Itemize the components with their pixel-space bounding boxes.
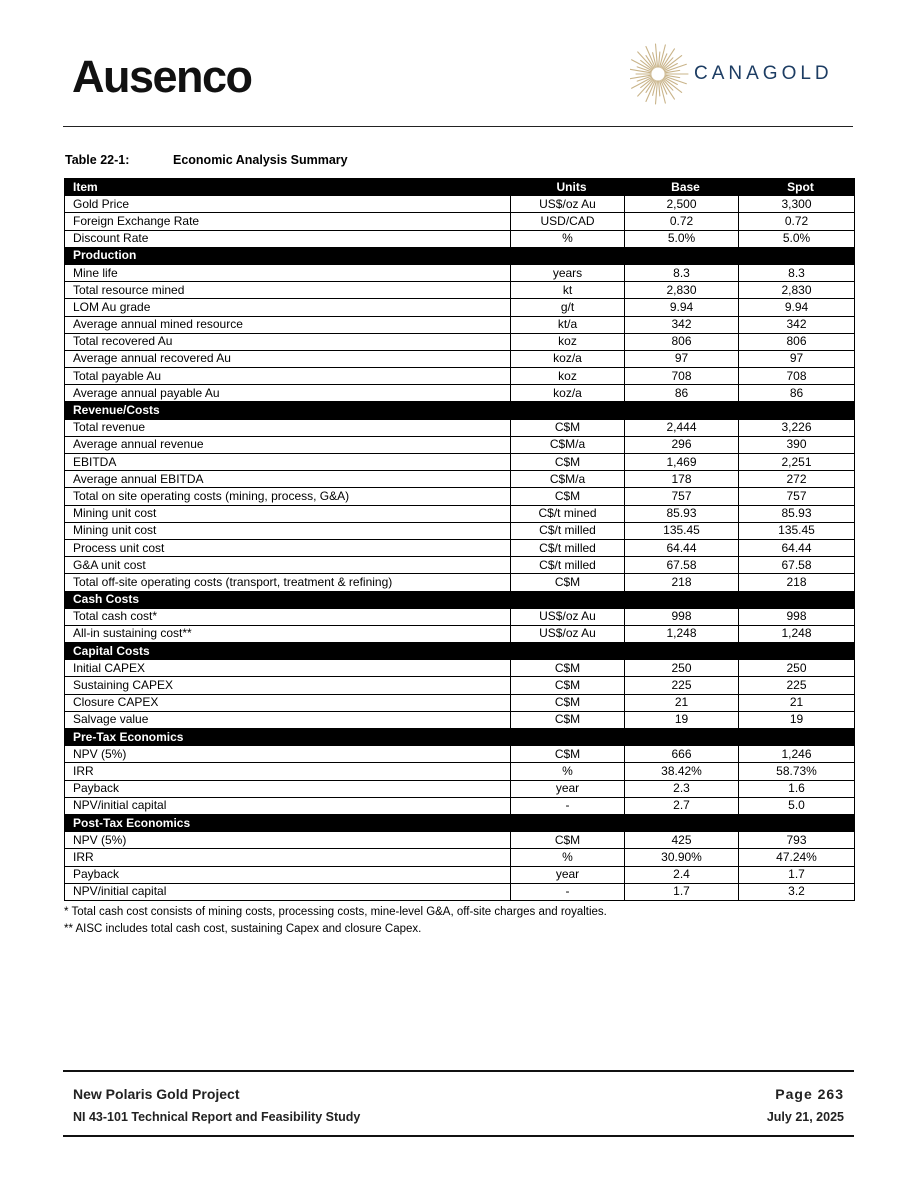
table-row [65,299,855,316]
row-base-cell: 0.72 [625,213,739,230]
table-row [65,557,855,574]
row-units-cell: C$M/a [511,471,625,488]
row-item-cell: Mining unit cost [65,522,511,539]
table-row [65,264,855,281]
row-base-cell: 2.7 [625,797,739,814]
row-spot-cell: 806 [739,333,855,350]
row-spot-cell: 85.93 [739,505,855,522]
section-label: Revenue/Costs [65,402,855,419]
row-item-cell: EBITDA [65,454,511,471]
row-base-cell: 38.42% [625,763,739,780]
row-spot-cell: 225 [739,677,855,694]
row-base-cell: 21 [625,694,739,711]
row-units-cell: % [511,763,625,780]
table-row [65,196,855,213]
row-item-cell: Total recovered Au [65,333,511,350]
row-item-cell: Average annual payable Au [65,385,511,402]
row-units-cell: US$/oz Au [511,625,625,642]
row-item-cell: Total on site operating costs (mining, process, G&A) [65,488,511,505]
row-spot-cell: 3,300 [739,196,855,213]
row-item-cell: Discount Rate [65,230,511,247]
row-spot-cell: 21 [739,694,855,711]
row-units-cell: - [511,797,625,814]
row-base-cell: 86 [625,385,739,402]
row-units-cell: US$/oz Au [511,196,625,213]
economic-analysis-table [64,178,855,901]
table-row [65,471,855,488]
row-units-cell: C$M/a [511,436,625,453]
row-units-cell: - [511,883,625,900]
column-header-base: Base [625,179,739,196]
row-spot-cell: 1,248 [739,625,855,642]
section-row [65,729,855,746]
footer-divider-bottom [63,1135,854,1137]
section-row [65,402,855,419]
table-number: Table 22-1: [65,153,130,167]
row-spot-cell: 5.0% [739,230,855,247]
table-row [65,213,855,230]
row-units-cell: kt/a [511,316,625,333]
row-units-cell: C$M [511,574,625,591]
row-base-cell: 5.0% [625,230,739,247]
row-item-cell: Total off-site operating costs (transport, treatment & refining) [65,574,511,591]
row-base-cell: 998 [625,608,739,625]
canagold-logo-text: CANAGOLD [694,63,833,84]
row-units-cell: % [511,849,625,866]
table-row [65,866,855,883]
row-base-cell: 1,248 [625,625,739,642]
section-label: Capital Costs [65,643,855,660]
section-label: Cash Costs [65,591,855,608]
row-base-cell: 67.58 [625,557,739,574]
section-row [65,643,855,660]
row-units-cell: koz/a [511,350,625,367]
table-row [65,488,855,505]
row-item-cell: Initial CAPEX [65,660,511,677]
row-spot-cell: 218 [739,574,855,591]
table-row [65,454,855,471]
table-row [65,333,855,350]
column-header-spot: Spot [739,179,855,196]
row-units-cell: C$/t milled [511,539,625,556]
row-item-cell: NPV (5%) [65,832,511,849]
row-item-cell: Total payable Au [65,368,511,385]
row-spot-cell: 2,830 [739,282,855,299]
row-units-cell: C$/t mined [511,505,625,522]
row-spot-cell: 998 [739,608,855,625]
row-item-cell: Total cash cost* [65,608,511,625]
row-units-cell: C$M [511,419,625,436]
row-base-cell: 19 [625,711,739,728]
row-base-cell: 296 [625,436,739,453]
row-spot-cell: 1.7 [739,866,855,883]
column-header-item: Item [65,179,511,196]
row-spot-cell: 64.44 [739,539,855,556]
row-base-cell: 425 [625,832,739,849]
section-row [65,591,855,608]
row-spot-cell: 47.24% [739,849,855,866]
row-base-cell: 2.4 [625,866,739,883]
row-units-cell: C$M [511,746,625,763]
row-base-cell: 2,444 [625,419,739,436]
row-base-cell: 64.44 [625,539,739,556]
row-spot-cell: 390 [739,436,855,453]
row-units-cell: C$M [511,832,625,849]
row-item-cell: NPV/initial capital [65,883,511,900]
row-spot-cell: 135.45 [739,522,855,539]
header-divider [63,126,853,127]
row-base-cell: 178 [625,471,739,488]
row-item-cell: Average annual EBITDA [65,471,511,488]
sunburst-ray [638,79,654,96]
row-units-cell: C$M [511,454,625,471]
row-item-cell: IRR [65,849,511,866]
row-base-cell: 806 [625,333,739,350]
footer-page-number: Page 263 [775,1086,844,1102]
row-item-cell: Payback [65,866,511,883]
row-units-cell: US$/oz Au [511,608,625,625]
table-row [65,849,855,866]
row-units-cell: years [511,264,625,281]
table-row [65,522,855,539]
footer-project-name: New Polaris Gold Project [73,1086,240,1102]
row-base-cell: 1.7 [625,883,739,900]
table-row [65,436,855,453]
row-spot-cell: 0.72 [739,213,855,230]
row-item-cell: Mining unit cost [65,505,511,522]
table-row [65,539,855,556]
row-spot-cell: 58.73% [739,763,855,780]
table-row [65,763,855,780]
row-units-cell: C$M [511,694,625,711]
table-row [65,711,855,728]
row-base-cell: 8.3 [625,264,739,281]
footer-date: July 21, 2025 [766,1110,844,1124]
row-units-cell: year [511,780,625,797]
row-item-cell: All-in sustaining cost** [65,625,511,642]
row-spot-cell: 86 [739,385,855,402]
table-row [65,746,855,763]
row-units-cell: C$/t milled [511,522,625,539]
row-units-cell: USD/CAD [511,213,625,230]
row-item-cell: Payback [65,780,511,797]
row-units-cell: koz [511,368,625,385]
row-base-cell: 2,830 [625,282,739,299]
row-spot-cell: 250 [739,660,855,677]
row-item-cell: Total revenue [65,419,511,436]
section-row [65,814,855,831]
row-units-cell: C$M [511,660,625,677]
row-base-cell: 97 [625,350,739,367]
row-base-cell: 2.3 [625,780,739,797]
row-item-cell: Average annual recovered Au [65,350,511,367]
row-spot-cell: 342 [739,316,855,333]
row-units-cell: C$M [511,488,625,505]
row-units-cell: g/t [511,299,625,316]
row-item-cell: Average annual mined resource [65,316,511,333]
ausenco-logo-text: Ausenco [72,51,252,102]
row-item-cell: Gold Price [65,196,511,213]
row-base-cell: 342 [625,316,739,333]
table-row [65,385,855,402]
sunburst-ray [659,52,660,67]
row-units-cell: year [511,866,625,883]
note-cash-cost: * Total cash cost consists of mining costs, processing costs, mine-level G&A, off-site charges and royalties. [64,906,607,918]
note-aisc: ** AISC includes total cash cost, sustaining Capex and closure Capex. [64,923,422,935]
row-units-cell: kt [511,282,625,299]
row-base-cell: 218 [625,574,739,591]
table-row [65,694,855,711]
row-item-cell: NPV/initial capital [65,797,511,814]
table-row [65,316,855,333]
table-row [65,505,855,522]
row-item-cell: Sustaining CAPEX [65,677,511,694]
row-units-cell: C$M [511,711,625,728]
column-header-units: Units [511,179,625,196]
row-base-cell: 85.93 [625,505,739,522]
row-item-cell: Total resource mined [65,282,511,299]
row-item-cell: LOM Au grade [65,299,511,316]
footer-report-title: NI 43-101 Technical Report and Feasibility Study [73,1110,361,1124]
sunburst-ray [638,52,654,69]
table-row [65,677,855,694]
row-spot-cell: 1.6 [739,780,855,797]
table-row [65,625,855,642]
row-spot-cell: 2,251 [739,454,855,471]
row-spot-cell: 793 [739,832,855,849]
table-row [65,608,855,625]
row-item-cell: Closure CAPEX [65,694,511,711]
row-item-cell: NPV (5%) [65,746,511,763]
row-item-cell: Foreign Exchange Rate [65,213,511,230]
row-units-cell: C$M [511,677,625,694]
table-row [65,780,855,797]
row-spot-cell: 9.94 [739,299,855,316]
row-units-cell: koz/a [511,385,625,402]
ausenco-logo [72,51,252,102]
row-item-cell: G&A unit cost [65,557,511,574]
row-spot-cell: 757 [739,488,855,505]
row-units-cell: koz [511,333,625,350]
table-row [65,660,855,677]
section-label: Post-Tax Economics [65,814,855,831]
row-units-cell: C$/t milled [511,557,625,574]
table-row [65,797,855,814]
table-row [65,832,855,849]
section-label: Production [65,247,855,264]
table-row [65,368,855,385]
row-base-cell: 1,469 [625,454,739,471]
row-item-cell: Average annual revenue [65,436,511,453]
row-spot-cell: 3.2 [739,883,855,900]
row-base-cell: 757 [625,488,739,505]
row-units-cell: % [511,230,625,247]
table-title: Economic Analysis Summary [173,153,348,167]
row-base-cell: 2,500 [625,196,739,213]
row-item-cell: Salvage value [65,711,511,728]
row-spot-cell: 1,246 [739,746,855,763]
table-notes [64,904,607,938]
row-spot-cell: 272 [739,471,855,488]
sunburst-ray [659,81,660,96]
table-header-row [65,179,855,196]
row-spot-cell: 8.3 [739,264,855,281]
row-base-cell: 30.90% [625,849,739,866]
row-base-cell: 250 [625,660,739,677]
row-item-cell: IRR [65,763,511,780]
section-row [65,247,855,264]
table-caption [65,153,348,167]
row-item-cell: Mine life [65,264,511,281]
row-base-cell: 135.45 [625,522,739,539]
section-label: Pre-Tax Economics [65,729,855,746]
row-spot-cell: 3,226 [739,419,855,436]
footer-divider-top [63,1070,854,1072]
table-row [65,419,855,436]
row-base-cell: 708 [625,368,739,385]
row-base-cell: 666 [625,746,739,763]
table-row [65,230,855,247]
row-spot-cell: 19 [739,711,855,728]
table-row [65,282,855,299]
table-row [65,883,855,900]
table-row [65,350,855,367]
row-base-cell: 225 [625,677,739,694]
row-spot-cell: 67.58 [739,557,855,574]
row-base-cell: 9.94 [625,299,739,316]
row-item-cell: Process unit cost [65,539,511,556]
row-spot-cell: 708 [739,368,855,385]
table-row [65,574,855,591]
row-spot-cell: 97 [739,350,855,367]
row-spot-cell: 5.0 [739,797,855,814]
